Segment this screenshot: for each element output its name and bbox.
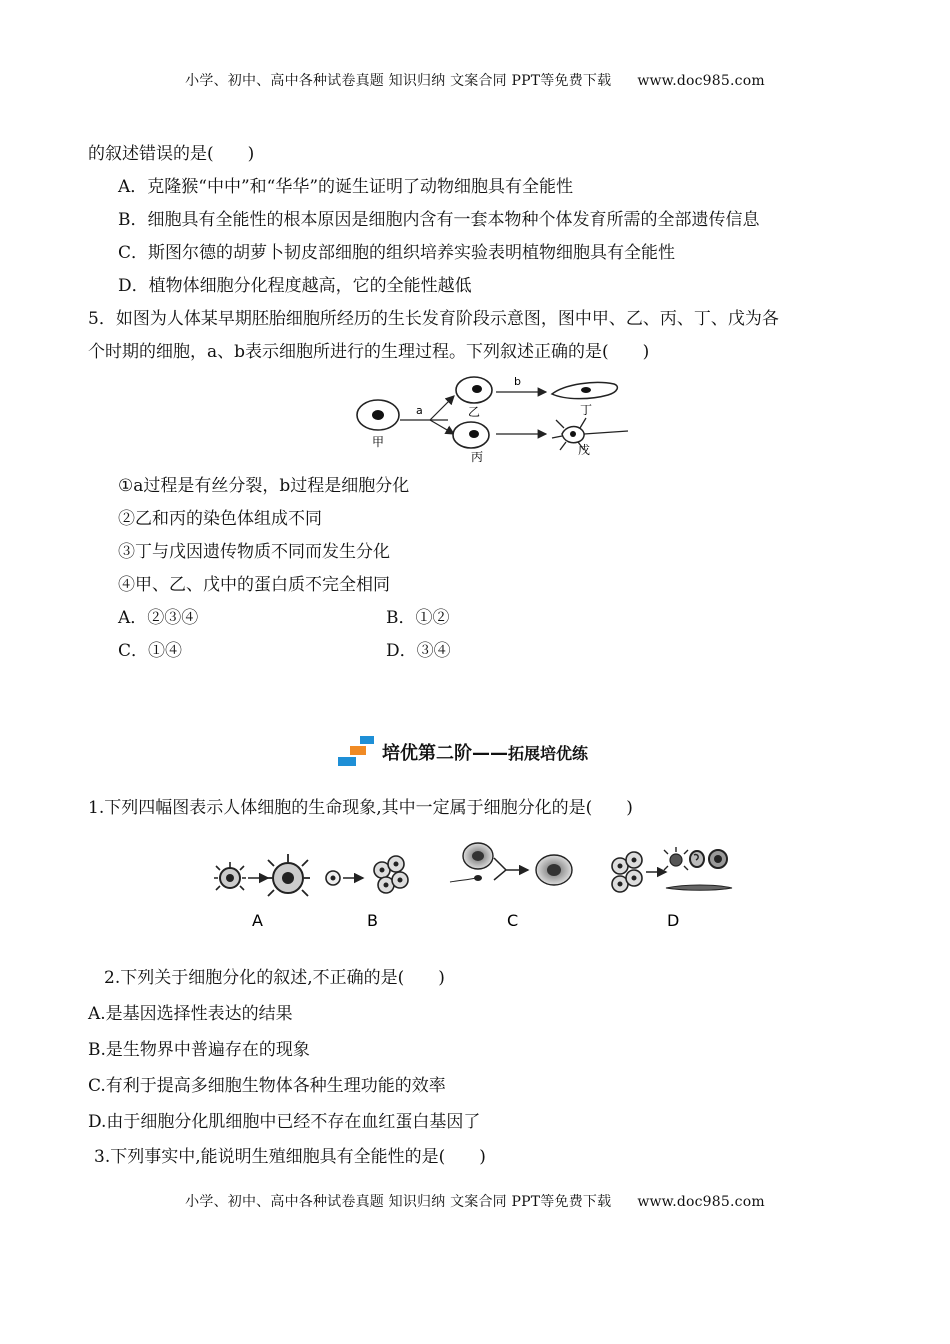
arrow-to-yi: [430, 396, 454, 420]
label-yi: 乙: [468, 405, 481, 419]
q5-option-b: B．①②: [386, 608, 450, 628]
s2q2-option-d: D.由于细胞分化肌细胞中已经不存在血红蛋白基因了: [88, 1112, 481, 1132]
s2q2-option-c: C.有利于提高多细胞生物体各种生理功能的效率: [88, 1076, 446, 1096]
page-footer: [0, 1191, 950, 1211]
figure-label-c: C: [507, 911, 519, 930]
figure-label-d: D: [667, 911, 680, 930]
q5-stem-line1: 5．如图为人体某早期胚胎细胞所经历的生长发育阶段示意图，图中甲、乙、丙、丁、戊为各: [88, 309, 779, 329]
section-title-main: 培优第二阶: [382, 743, 472, 764]
figure-d: [612, 847, 732, 892]
q5-stem-line2: 个时期的细胞，a、b表示细胞所进行的生理过程。下列叙述正确的是( ): [88, 342, 650, 362]
cell-jia: [357, 400, 399, 430]
label-arrow-a: a: [416, 404, 423, 417]
label-ding: 丁: [580, 403, 593, 417]
q4-option-c: C．斯图尔德的胡萝卜韧皮部细胞的组织培养实验表明植物细胞具有全能性: [118, 243, 676, 263]
q5-statement-2: ②乙和丙的染色体组成不同: [118, 509, 322, 529]
q4-option-d: D．植物体细胞分化程度越高，它的全能性越低: [118, 276, 472, 296]
q5-cell-diagram: [350, 370, 640, 465]
label-arrow-b: b: [514, 375, 521, 388]
s2q3-stem: 3.下列事实中,能说明生殖细胞具有全能性的是( ): [94, 1147, 486, 1167]
s2q2-option-b: B.是生物界中普遍存在的现象: [88, 1040, 310, 1060]
q5-statement-4: ④甲、乙、戊中的蛋白质不完全相同: [118, 575, 390, 595]
s2q1-figure: [210, 840, 740, 932]
footer-text: 小学、初中、高中各种试卷真题 知识归纳 文案合同 PPT等免费下载: [185, 1194, 612, 1210]
q4-option-b: B．细胞具有全能性的根本原因是细胞内含有一套本物种个体发育所需的全部遗传信息: [118, 210, 760, 230]
label-jia: 甲: [372, 435, 385, 449]
cell-ding: [552, 382, 617, 398]
figure-label-b: B: [367, 911, 378, 930]
section-title: [382, 739, 588, 765]
footer-site: www.doc985.com: [637, 1194, 765, 1210]
figure-b: [326, 856, 408, 893]
page-header: [0, 70, 950, 90]
section-title-dash: ——: [472, 743, 508, 764]
q5-statement-1: ①a过程是有丝分裂，b过程是细胞分化: [118, 476, 410, 496]
q4-option-a: A．克隆猴“中中”和“华华”的诞生证明了动物细胞具有全能性: [118, 177, 574, 197]
section-heading: [338, 735, 588, 769]
q5-statement-3: ③丁与戊因遗传物质不同而发生分化: [118, 542, 390, 562]
label-bing: 丙: [471, 450, 484, 464]
label-wu: 戊: [578, 443, 591, 457]
figure-a: [214, 854, 310, 896]
figure-label-a: A: [252, 911, 263, 930]
q4-stem-tail: 的叙述错误的是( ): [88, 144, 255, 164]
s2q2-option-a: A.是基因选择性表达的结果: [88, 1004, 293, 1024]
arrow-to-bing: [430, 420, 454, 434]
cell-bing: [453, 422, 489, 448]
q5-option-c: C．①④: [118, 641, 183, 661]
s2q1-stem: 1.下列四幅图表示人体细胞的生命现象,其中一定属于细胞分化的是( ): [88, 798, 633, 818]
q5-option-a: A．②③④: [118, 608, 199, 628]
section-title-sub: 拓展培优练: [508, 744, 589, 763]
figure-c: [450, 843, 572, 885]
step-blocks-icon: [338, 736, 376, 768]
s2q2-stem: 2.下列关于细胞分化的叙述,不正确的是( ): [104, 968, 445, 988]
header-text: 小学、初中、高中各种试卷真题 知识归纳 文案合同 PPT等免费下载: [185, 73, 612, 89]
q5-option-d: D．③④: [386, 641, 451, 661]
header-site: www.doc985.com: [637, 73, 765, 89]
cell-yi: [456, 377, 492, 403]
